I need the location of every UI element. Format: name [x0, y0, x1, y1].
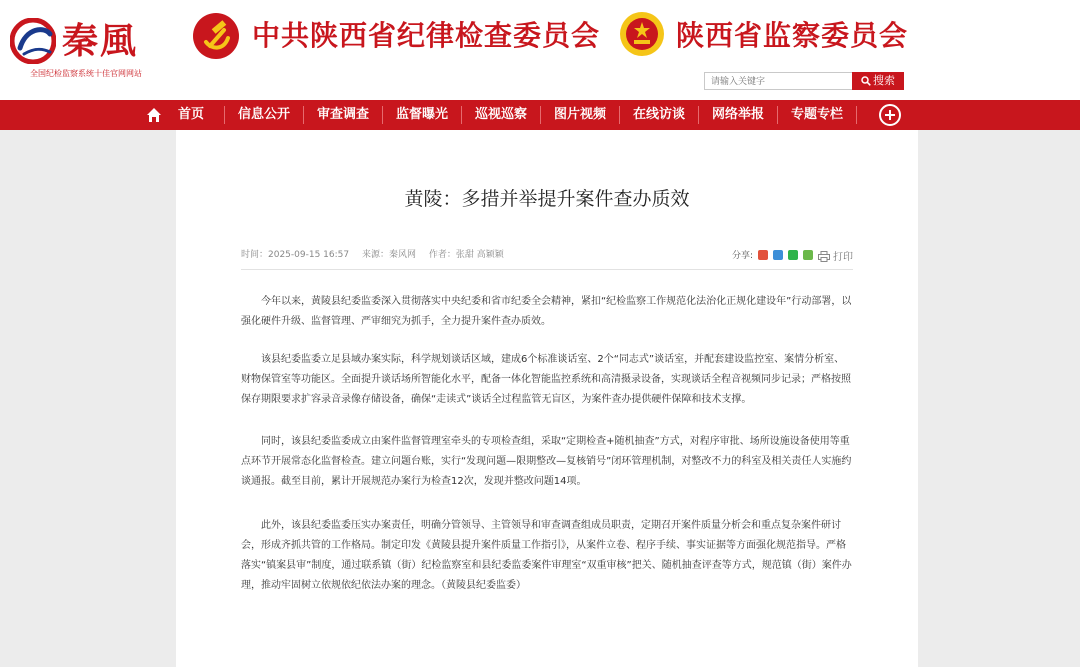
nav-divider — [777, 106, 778, 124]
article-paragraph: 同时，该县纪委监委成立由案件监督管理室牵头的专项检查组，采取“定期检查+随机抽查”方式，对程序审批、场所设施设备使用等重点环节开展常态化监督检查。建立问题台账，实行“发现问题—限期整改—复核销号”闭环管理机制，对整改不力的科室及相关责任人实施约谈通报。截至目前，累计开展规范办案行为检查12次，发现并整改问题14项。 — [241, 436, 852, 487]
search-input[interactable] — [704, 72, 854, 90]
nav-divider — [619, 106, 620, 124]
nav-divider — [856, 106, 857, 124]
printer-icon — [818, 251, 830, 262]
site-logo[interactable] — [6, 8, 166, 78]
print-button[interactable] — [818, 248, 853, 263]
site-header — [0, 0, 1080, 100]
search-icon — [861, 76, 871, 86]
nav-item-online-reporting[interactable]: 网络举报 — [711, 107, 764, 122]
nav-divider — [303, 106, 304, 124]
nav-item-info-disclosure[interactable]: 信息公开 — [237, 107, 290, 122]
wechat-share-icon[interactable] — [788, 250, 798, 260]
article-meta — [241, 247, 514, 260]
nav-divider — [224, 106, 225, 124]
nav-item-online-interviews[interactable]: 在线访谈 — [632, 107, 685, 122]
print-label: 打印 — [833, 252, 853, 263]
nav-divider — [540, 106, 541, 124]
share-bar — [732, 248, 813, 261]
logo-text: 秦風 — [62, 20, 139, 62]
nav-item-inspection-tours[interactable]: 巡视巡察 — [474, 107, 527, 122]
nav-item-investigation[interactable]: 审查调查 — [316, 107, 369, 122]
weibo-share-icon[interactable] — [758, 250, 768, 260]
article-paragraph: 今年以来，黄陵县纪委监委深入贯彻落实中央纪委和省市纪委全会精神，紧扣“纪检监察工作规范化法治化正规化建设年”行动部署，以强化硬件升级、监督管理、严审细究为抓手，全力提升案件查办质效。 — [241, 296, 852, 327]
article-author: 作者：张甜 高颖颖 — [428, 250, 504, 260]
org-title-discipline-commission: 中共陕西省纪律检查委员会 — [252, 19, 601, 52]
article-source: 来源：秦风网 — [361, 250, 416, 260]
logo-slogan: 全国纪检监察系统十佳官网网站 — [30, 69, 142, 78]
nav-item-supervision-exposure[interactable]: 监督曝光 — [395, 107, 448, 122]
main-nav — [0, 100, 1080, 130]
home-icon[interactable] — [146, 107, 162, 123]
search-button-label: 搜索 — [873, 75, 895, 87]
national-emblem-icon — [618, 10, 666, 58]
nav-divider — [382, 106, 383, 124]
qinfeng-logo-icon — [10, 18, 56, 64]
expand-menu-plus-icon[interactable] — [879, 104, 901, 126]
article-paragraph: 此外，该县纪委监委压实办案责任，明确分管领导、主管领导和审查调查组成员职责，定期召开案件质量分析会和重点复杂案件研讨会，形成齐抓共管的工作格局。制定印发《黄陵县提升案件质量工作指引》，从案件立卷、程序手续、事实证据等方面强化规范指导。严格落实“镇案县审”制度，通过联系镇（街）纪检监察室和县纪委监委案件审理室“双重审核”把关、随机抽查评查等方式，规范镇（街）案件办理，推动牢固树立依规依纪依法办案的理念。（黄陵县纪委监委） — [241, 520, 852, 591]
search-button[interactable] — [852, 72, 904, 90]
article-time: 时间：2025-09-15 16:57 — [241, 250, 350, 260]
nav-item-photos-videos[interactable]: 图片视频 — [553, 107, 606, 122]
search-bar — [704, 72, 902, 90]
nav-divider — [698, 106, 699, 124]
meta-divider — [241, 269, 853, 270]
article-title: 黄陵：多措并举提升案件查办质效 — [404, 188, 690, 210]
qq-share-icon[interactable] — [773, 250, 783, 260]
share-label: 分享: — [732, 251, 754, 261]
nav-item-special-topics[interactable]: 专题专栏 — [790, 107, 843, 122]
org-title-supervisory-commission: 陕西省监察委员会 — [676, 19, 909, 52]
nav-item-home[interactable]: 首页 — [177, 107, 204, 122]
moments-share-icon[interactable] — [803, 250, 813, 260]
article-paragraph: 该县纪委监委立足县域办案实际，科学规划谈话区域，建成6个标准谈话室、2个“同志式”谈话室，并配套建设监控室、案情分析室、财物保管室等功能区。全面提升谈话场所智能化水平，配备一体化智能监控系统和高清摄录设备，实现谈话全程音视频同步记录；严格按照保存期限要求扩容录音录像存储设备，确保“走读式”谈话全过程监管无盲区，为案件查办提供硬件保障和技术支撑。 — [241, 354, 851, 405]
article-container — [176, 130, 918, 667]
party-emblem-icon — [192, 12, 240, 60]
nav-divider — [461, 106, 462, 124]
